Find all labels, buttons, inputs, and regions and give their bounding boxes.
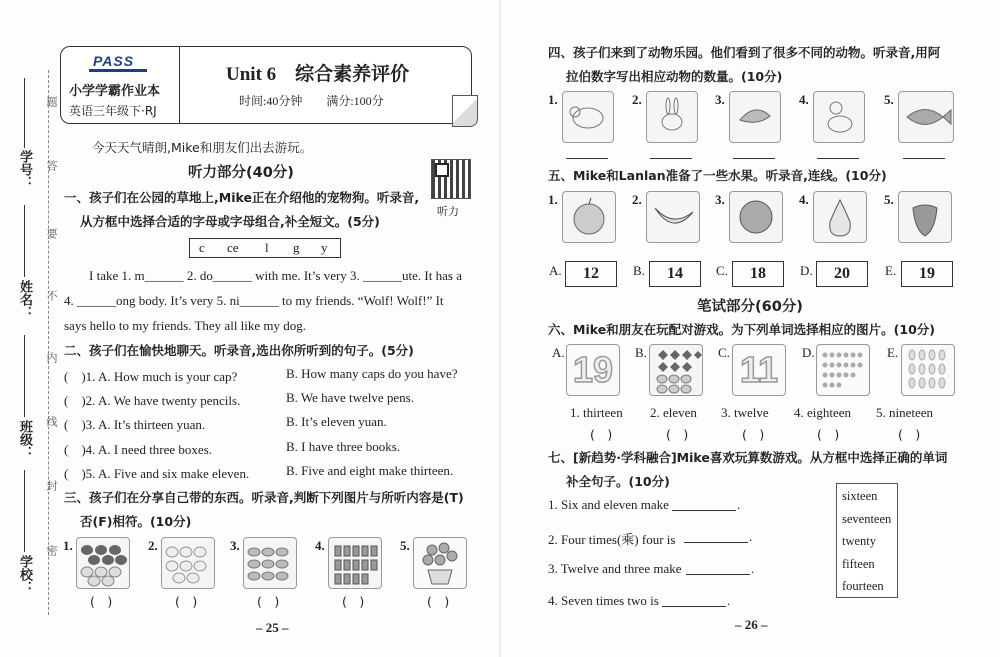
orange-image [729, 191, 783, 243]
answer-paren[interactable]: ( ) [342, 594, 365, 609]
q6-word: 4. eighteen [794, 405, 852, 420]
q5-num: 2. [632, 192, 642, 207]
student-id-line [24, 78, 25, 148]
q6-title: 六、Mike和朋友在玩配对游戏。为下列单词选择相应的图片。(10分) [548, 322, 936, 337]
fish-image [898, 91, 954, 143]
egg-pile-image [76, 537, 130, 589]
student-id-label: 学号： [18, 150, 33, 189]
q2-item-4b: B. I have three books. [286, 439, 401, 454]
q6-letter: E. [887, 345, 899, 360]
answer-line[interactable] [662, 606, 726, 607]
number-card[interactable]: 20 [816, 261, 868, 287]
class-line [24, 335, 25, 417]
q2-item-4a[interactable]: ( )4. A. I need three boxes. [64, 442, 213, 457]
answer-paren[interactable]: ( ) [90, 594, 113, 609]
time-score: 时间:40分钟 满分:100分 [239, 94, 384, 108]
number-11-image [732, 344, 786, 396]
unit-title: Unit 6 综合素养评价 [226, 64, 410, 85]
letter-option: g [293, 240, 300, 255]
qr-label: 听力 [437, 205, 459, 218]
q5-letter: C. [716, 263, 728, 278]
answer-line[interactable] [672, 510, 736, 511]
page-number-right: – 26 – [735, 617, 768, 632]
word-bank-box [836, 483, 898, 598]
letter-option: l [265, 240, 269, 255]
duck-image [813, 91, 865, 143]
q4-title: 四、孩子们来到了动物乐园。他们看到了很多不同的动物。听录音,用阿 [548, 45, 941, 60]
q7-title: 七、[新趋势·学科融合]Mike喜欢玩算数游戏。从方框中选择正确的单词 [548, 450, 948, 465]
intro-text: 今天天气晴朗,Mike和朋友们出去游玩。 [92, 140, 313, 155]
q3-num: 4. [315, 538, 325, 553]
q2-title: 二、孩子们在愉快地聊天。听录音,选出你所听到的句子。(5分) [64, 343, 414, 358]
q6-letter: C. [718, 345, 730, 360]
seal-char: 封 [45, 480, 57, 491]
q3-title: 三、孩子们在分享自己带的东西。听录音,判断下列图片与所听内容是(T) [64, 490, 464, 505]
seal-char: 密 [45, 545, 57, 556]
q4-num: 1. [548, 92, 558, 107]
seal-char: 答 [45, 160, 57, 171]
q4-num: 4. [799, 92, 809, 107]
page-number-left: – 25 – [256, 620, 289, 635]
answer-paren[interactable]: ( ) [590, 427, 613, 442]
q4-num: 2. [632, 92, 642, 107]
word-option: fifteen [842, 557, 875, 571]
pass-logo: PASS [93, 53, 135, 69]
qr-code-icon[interactable] [431, 159, 471, 199]
number-card[interactable]: 14 [649, 261, 701, 287]
q1-passage-line-2: 4. ______ong body. It’s very 5. ni______ to my friends. “Wolf! Wolf!” It [64, 293, 444, 308]
page-curl [452, 95, 478, 127]
q6-word: 1. thirteen [570, 405, 623, 420]
answer-line[interactable] [650, 158, 692, 159]
page-gutter [499, 0, 501, 657]
letter-option: ce [227, 240, 239, 255]
number-19-image [566, 344, 620, 396]
q4-num: 5. [884, 92, 894, 107]
q3-num: 3. [230, 538, 240, 553]
q7-sentence: 2. Four times(乘) four is [548, 532, 676, 547]
strawberry-image [898, 191, 952, 243]
seal-char: 题 [45, 96, 57, 107]
answer-line[interactable] [733, 158, 775, 159]
q7-title-2: 补全句子。(10分) [566, 474, 670, 489]
q6-word: 3. twelve [721, 405, 769, 420]
q1-passage-line-3: says hello to my friends. They all like my dog. [64, 318, 307, 333]
q7-sentence: 4. Seven times two is [548, 593, 659, 608]
letter-option: c [199, 240, 205, 255]
listening-section-title: 听力部分(40分) [188, 165, 294, 181]
pic-number: 11 [739, 349, 779, 390]
answer-line[interactable] [566, 158, 608, 159]
flower-pot-image [413, 537, 467, 589]
answer-line[interactable] [686, 574, 750, 575]
bottles-image [328, 537, 382, 589]
number-card[interactable]: 12 [565, 261, 617, 287]
word-option: twenty [842, 534, 877, 548]
sentence-dot: . [727, 593, 731, 608]
leaves-image [901, 344, 955, 396]
q2-item-3a[interactable]: ( )3. A. It’s thirteen yuan. [64, 417, 206, 432]
seal-char: 内 [45, 352, 57, 363]
q2-item-1a[interactable]: ( )1. A. How much is your cap? [64, 369, 238, 384]
answer-line[interactable] [903, 158, 945, 159]
answer-line[interactable] [684, 542, 748, 543]
bead-rows-image [816, 344, 870, 396]
bird-image [729, 91, 781, 143]
q5-title: 五、Mike和Lanlan准备了一些水果。听录音,连线。(10分) [548, 168, 887, 183]
q2-item-3b: B. It’s eleven yuan. [286, 414, 387, 429]
answer-paren[interactable]: ( ) [817, 427, 840, 442]
q4-title-2: 拉伯数字写出相应动物的数量。(10分) [566, 69, 783, 84]
answer-paren[interactable]: ( ) [666, 427, 689, 442]
seal-line [48, 70, 49, 615]
q4-num: 3. [715, 92, 725, 107]
q5-num: 3. [715, 192, 725, 207]
diamond-grid-image [649, 344, 703, 396]
pic-number: 19 [572, 349, 614, 390]
q5-num: 5. [884, 192, 894, 207]
q5-letter: A. [549, 263, 562, 278]
word-option: fourteen [842, 579, 884, 593]
q2-item-2b: B. We have twelve pens. [286, 390, 414, 405]
rabbit-image [646, 91, 698, 143]
seal-char: 不 [45, 290, 57, 301]
q2-item-2a[interactable]: ( )2. A. We have twenty pencils. [64, 393, 241, 408]
school-line [24, 470, 25, 552]
writing-section-title: 笔试部分(60分) [697, 299, 803, 315]
word-option: seventeen [842, 512, 892, 526]
q3-num: 2. [148, 538, 158, 553]
pear-image [813, 191, 867, 243]
q6-word: 5. nineteen [876, 405, 934, 420]
answer-paren[interactable]: ( ) [742, 427, 765, 442]
q6-letter: D. [802, 345, 815, 360]
q5-num: 4. [799, 192, 809, 207]
q1-title-2: 从方框中选择合适的字母或字母组合,补全短文。(5分) [80, 214, 380, 229]
q6-letter: A. [552, 345, 565, 360]
q5-num: 1. [548, 192, 558, 207]
grade-label: 英语三年级下·RJ [69, 104, 157, 118]
name-label: 姓名： [18, 280, 33, 319]
q5-letter: E. [885, 263, 897, 278]
q2-item-1b: B. How many caps do you have? [286, 366, 458, 381]
q5-letter: B. [633, 263, 645, 278]
banana-image [646, 191, 700, 243]
seal-char: 要 [45, 228, 57, 239]
q5-letter: D. [800, 263, 813, 278]
number-card[interactable]: 18 [732, 261, 784, 287]
answer-paren[interactable]: ( ) [257, 594, 280, 609]
q1-title: 一、孩子们在公园的草地上,Mike正在介绍他的宠物狗。听录音, [64, 190, 420, 205]
answer-paren[interactable]: ( ) [175, 594, 198, 609]
q3-num: 5. [400, 538, 410, 553]
apple-image [562, 191, 616, 243]
unit-header [60, 46, 472, 124]
q2-item-5a[interactable]: ( )5. A. Five and six make eleven. [64, 466, 250, 481]
series-name: 小学学霸作业本 [69, 84, 161, 99]
q3-num: 1. [63, 538, 73, 553]
logo-underline [89, 69, 147, 72]
number-card[interactable]: 19 [901, 261, 953, 287]
buns-image [243, 537, 297, 589]
q6-word: 2. eleven [650, 405, 697, 420]
q2-item-5b: B. Five and eight make thirteen. [286, 463, 454, 478]
answer-paren[interactable]: ( ) [898, 427, 921, 442]
q1-passage-line-1: I take 1. m______ 2. do______ with me. It’s very 3. ______ute. It has a [89, 268, 462, 283]
sentence-dot: . [751, 561, 755, 576]
egg-rows-image [161, 537, 215, 589]
letter-choice-box [189, 238, 341, 258]
answer-line[interactable] [817, 158, 859, 159]
q3-title-2: 否(F)相符。(10分) [80, 514, 192, 529]
name-line [24, 205, 25, 277]
class-label: 班级： [18, 420, 33, 459]
word-option: sixteen [842, 489, 878, 503]
sentence-dot: . [737, 497, 741, 512]
sentence-dot: . [749, 529, 753, 544]
pig-image [562, 91, 614, 143]
q6-letter: B. [635, 345, 647, 360]
q7-sentence: 3. Twelve and three make [548, 561, 682, 576]
answer-paren[interactable]: ( ) [427, 594, 450, 609]
header-brand [61, 47, 180, 123]
q7-sentence: 1. Six and eleven make [548, 497, 669, 512]
seal-char: 线 [45, 416, 57, 427]
letter-option: y [321, 240, 328, 255]
school-label: 学校： [18, 555, 33, 594]
